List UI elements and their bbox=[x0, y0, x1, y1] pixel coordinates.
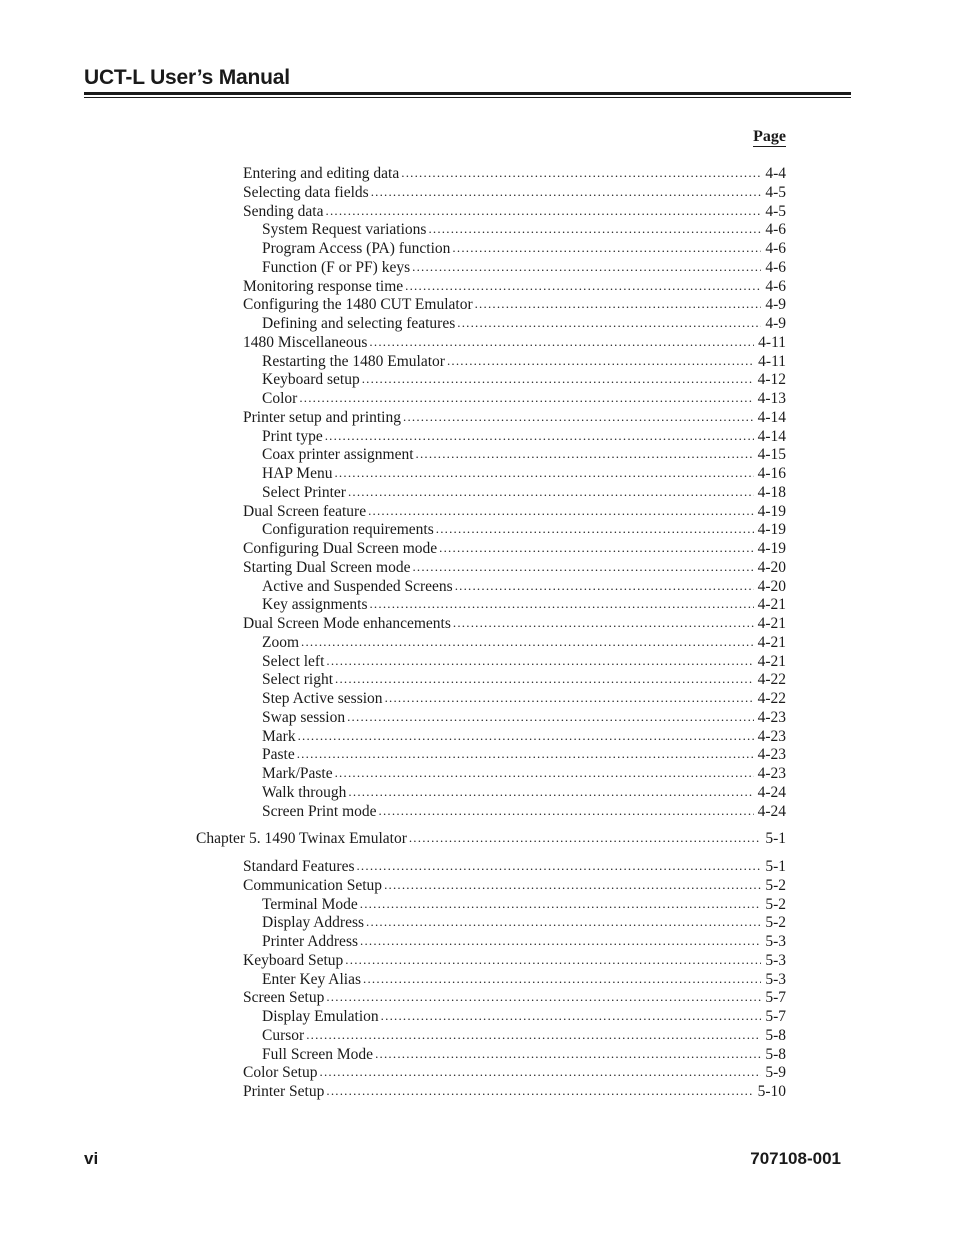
toc-dot-leader bbox=[385, 688, 754, 707]
toc-entry-label: HAP Menu bbox=[262, 465, 333, 482]
toc-entry-label: Defining and selecting features bbox=[262, 315, 456, 332]
toc-entry[interactable] bbox=[262, 483, 786, 502]
toc-entry[interactable] bbox=[243, 1063, 786, 1082]
toc-entry-label: Mark/Paste bbox=[262, 765, 333, 782]
toc-entry[interactable] bbox=[262, 464, 786, 483]
toc-entry-page: 5-3 bbox=[765, 970, 786, 988]
toc-dot-leader bbox=[375, 1044, 761, 1063]
toc-entry[interactable] bbox=[243, 333, 786, 352]
toc-dot-leader bbox=[401, 163, 761, 182]
toc-entry[interactable] bbox=[243, 408, 786, 427]
toc-entry[interactable] bbox=[243, 539, 786, 558]
toc-entry-label: Sending data bbox=[243, 202, 324, 220]
toc-entry[interactable] bbox=[262, 352, 786, 371]
toc-entry-page: 4-22 bbox=[757, 690, 786, 707]
toc-dot-leader bbox=[436, 519, 754, 538]
toc-entry[interactable] bbox=[262, 1007, 786, 1026]
toc-entry-label: Active and Suspended Screens bbox=[262, 577, 453, 595]
toc-dot-leader bbox=[347, 707, 753, 726]
toc-entry-page: 4-6 bbox=[765, 277, 786, 295]
toc-dot-leader bbox=[409, 828, 761, 847]
toc-entry-page: 4-6 bbox=[765, 240, 786, 257]
toc-entry-page: 4-11 bbox=[758, 333, 786, 351]
toc-entry[interactable] bbox=[262, 970, 786, 989]
toc-entry-page: 4-4 bbox=[765, 165, 786, 182]
toc-dot-leader bbox=[453, 613, 754, 632]
toc-dot-leader bbox=[412, 557, 753, 576]
toc-entry-label: Selecting data fields bbox=[243, 183, 369, 201]
toc-entry-page: 4-6 bbox=[765, 221, 786, 239]
toc-entry-label: Communication Setup bbox=[243, 876, 383, 894]
toc-entry-label: Configuring Dual Screen mode bbox=[243, 540, 438, 557]
toc-entry-page: 4-20 bbox=[757, 558, 786, 576]
toc-entry[interactable] bbox=[262, 932, 786, 951]
toc-dot-leader bbox=[298, 726, 754, 745]
toc-entry-label: Step Active session bbox=[262, 690, 383, 707]
toc-entry[interactable] bbox=[243, 558, 786, 577]
toc-entry-page: 4-6 bbox=[765, 258, 786, 276]
toc-entry-page: 4-5 bbox=[765, 183, 786, 201]
toc-entry-page: 4-15 bbox=[757, 446, 786, 464]
toc-entry[interactable] bbox=[262, 633, 786, 652]
toc-entry[interactable] bbox=[243, 277, 786, 296]
toc-entry-label: 1480 Miscellaneous bbox=[243, 333, 368, 351]
toc-entry-page: 5-2 bbox=[765, 914, 786, 932]
toc-entry-page: 5-7 bbox=[765, 1008, 786, 1025]
toc-dot-leader bbox=[384, 875, 761, 894]
toc-entry[interactable] bbox=[243, 1082, 786, 1101]
toc-entry[interactable] bbox=[262, 1045, 786, 1064]
toc-entry-label: Monitoring response time bbox=[243, 277, 404, 295]
toc-chapter-entry[interactable] bbox=[196, 829, 786, 848]
toc-entry-label: Display Emulation bbox=[262, 1008, 379, 1025]
toc-entry-label: Printer setup and printing bbox=[243, 408, 401, 426]
toc-entry-page: 5-9 bbox=[765, 1064, 786, 1082]
toc-dot-leader bbox=[428, 219, 761, 238]
toc-entry-page: 5-8 bbox=[765, 1026, 786, 1044]
toc-entry-label: Cursor bbox=[262, 1026, 305, 1044]
toc-entry-page: 4-9 bbox=[765, 315, 786, 332]
toc-entry-page: 5-1 bbox=[765, 858, 786, 875]
toc-entry-page: 4-16 bbox=[757, 465, 786, 482]
toc-entry-page: 5-8 bbox=[765, 1045, 786, 1063]
toc-dot-leader bbox=[369, 332, 754, 351]
toc-entry-label: Display Address bbox=[262, 914, 365, 932]
toc-entry-label: Color Setup bbox=[243, 1064, 318, 1082]
toc-dot-leader bbox=[439, 538, 753, 557]
footer-page-number: vi bbox=[84, 1149, 99, 1168]
toc-entry[interactable] bbox=[262, 1026, 786, 1045]
toc-entry[interactable] bbox=[262, 689, 786, 708]
toc-entry-label: Mark bbox=[262, 727, 296, 745]
toc-entry[interactable] bbox=[262, 727, 786, 746]
toc-dot-leader bbox=[334, 463, 753, 482]
toc-entry-page: 4-13 bbox=[757, 390, 786, 407]
page-column-heading bbox=[700, 128, 786, 146]
toc-entry-label: Function (F or PF) keys bbox=[262, 258, 411, 276]
toc-entry-label: Paste bbox=[262, 746, 295, 764]
manual-title: UCT-L User’s Manual bbox=[84, 66, 290, 89]
toc-entry-label: Full Screen Mode bbox=[262, 1045, 374, 1063]
toc-entry-page: 4-24 bbox=[757, 783, 786, 801]
toc-entry-label: Select Printer bbox=[262, 483, 346, 501]
toc-entry[interactable] bbox=[262, 708, 786, 727]
toc-entry[interactable] bbox=[262, 314, 786, 333]
toc-entry-label: Coax printer assignment bbox=[262, 446, 414, 464]
toc-entry-label: Print type bbox=[262, 427, 323, 445]
header-rule-thin bbox=[84, 97, 851, 98]
toc-entry[interactable] bbox=[262, 520, 786, 539]
toc-entry-label: Configuration requirements bbox=[262, 521, 434, 539]
toc-entry-page: 5-1 bbox=[765, 830, 786, 848]
toc-entry-label: Starting Dual Screen mode bbox=[243, 558, 411, 576]
toc-entry-label: Swap session bbox=[262, 708, 346, 726]
toc-dot-leader bbox=[455, 576, 754, 595]
toc-dot-leader bbox=[348, 782, 753, 801]
toc-entry-label: Color bbox=[262, 390, 298, 407]
toc-entry-page: 4-12 bbox=[757, 371, 786, 389]
toc-entry-page: 4-14 bbox=[757, 427, 786, 445]
footer-doc-number: 707108-001 bbox=[750, 1149, 841, 1168]
toc-entry-label: Standard Features bbox=[243, 858, 355, 875]
toc-entry-label: Keyboard setup bbox=[262, 371, 360, 389]
toc-dot-leader bbox=[452, 238, 761, 257]
toc-entry[interactable] bbox=[243, 164, 786, 183]
toc-entry-page: 5-2 bbox=[765, 876, 786, 894]
toc-entry[interactable] bbox=[262, 577, 786, 596]
toc-entry-label: Zoom bbox=[262, 633, 300, 651]
toc-entry[interactable] bbox=[262, 895, 786, 914]
toc-entry-label: Dual Screen feature bbox=[243, 502, 367, 520]
toc-entry[interactable] bbox=[262, 370, 786, 389]
toc-entry[interactable] bbox=[262, 764, 786, 783]
toc-entry-page: 4-23 bbox=[757, 765, 786, 782]
toc-entry-page: 4-21 bbox=[757, 652, 786, 670]
toc-dot-leader bbox=[348, 482, 754, 501]
toc-dot-leader bbox=[457, 313, 761, 332]
header-rule-thick bbox=[84, 92, 851, 95]
toc-entry[interactable] bbox=[243, 857, 786, 876]
toc-entry-page: 4-18 bbox=[757, 483, 786, 501]
toc-dot-leader bbox=[369, 594, 753, 613]
toc-entry-label: Restarting the 1480 Emulator bbox=[262, 352, 445, 370]
toc-dot-leader bbox=[326, 1081, 753, 1100]
toc-dot-leader bbox=[416, 444, 754, 463]
toc-dot-leader bbox=[320, 1062, 762, 1081]
toc-entry-page: 4-20 bbox=[757, 577, 786, 595]
toc-entry-label: Chapter 5. 1490 Twinax Emulator bbox=[196, 830, 407, 848]
toc-entry-page: 4-9 bbox=[765, 296, 786, 314]
toc-entry-label: Select right bbox=[262, 671, 334, 689]
toc-entry-label: Terminal Mode bbox=[262, 895, 358, 913]
toc-entry-page: 5-3 bbox=[765, 933, 786, 950]
toc-entry-page: 5-7 bbox=[765, 989, 786, 1007]
toc-dot-leader bbox=[447, 351, 754, 370]
toc-entry-page: 4-21 bbox=[757, 615, 786, 632]
toc-entry[interactable] bbox=[262, 389, 786, 408]
toc-entry[interactable] bbox=[262, 670, 786, 689]
toc-dot-leader bbox=[403, 407, 754, 426]
toc-dot-leader bbox=[335, 763, 754, 782]
toc-dot-leader bbox=[412, 257, 761, 276]
toc-entry-page: 4-19 bbox=[757, 521, 786, 539]
toc-entry-page: 4-19 bbox=[757, 540, 786, 557]
toc-entry[interactable] bbox=[262, 913, 786, 932]
toc-entry-label: Key assignments bbox=[262, 596, 368, 614]
toc-entry[interactable] bbox=[262, 595, 786, 614]
toc-dot-leader bbox=[363, 969, 761, 988]
toc-entry[interactable] bbox=[243, 614, 786, 633]
toc-entry-page: 5-3 bbox=[765, 951, 786, 969]
toc-entry[interactable] bbox=[243, 295, 786, 314]
toc-dot-leader bbox=[297, 744, 754, 763]
page-column-heading-text: Page bbox=[753, 128, 786, 145]
toc-entry[interactable] bbox=[243, 988, 786, 1007]
toc-entry-label: Printer Address bbox=[262, 933, 359, 950]
toc-entry[interactable] bbox=[262, 445, 786, 464]
toc-entry-label: Select left bbox=[262, 652, 325, 670]
toc-entry-label: Configuring the 1480 CUT Emulator bbox=[243, 296, 473, 314]
toc-entry-page: 4-14 bbox=[757, 408, 786, 426]
toc-dot-leader bbox=[405, 276, 761, 295]
toc-entry-page: 4-23 bbox=[757, 708, 786, 726]
toc-dot-leader bbox=[475, 294, 762, 313]
toc-entry-label: Program Access (PA) function bbox=[262, 240, 451, 257]
toc-entry[interactable] bbox=[262, 258, 786, 277]
toc-entry-page: 4-23 bbox=[757, 746, 786, 764]
toc-entry-page: 4-5 bbox=[765, 202, 786, 220]
toc-entry-label: Walk through bbox=[262, 783, 347, 801]
toc-entry[interactable] bbox=[262, 652, 786, 671]
toc-entry[interactable] bbox=[262, 239, 786, 258]
toc-entry-label: System Request variations bbox=[262, 221, 427, 239]
toc-entry-label: Enter Key Alias bbox=[262, 970, 362, 988]
toc-entry-label: Printer Setup bbox=[243, 1083, 325, 1100]
toc-entry-page: 4-23 bbox=[757, 727, 786, 745]
toc-dot-leader bbox=[381, 1006, 762, 1025]
toc-dot-leader bbox=[360, 931, 761, 950]
toc-entry-page: 5-2 bbox=[765, 895, 786, 913]
toc-entry[interactable] bbox=[243, 202, 786, 221]
toc-dot-leader bbox=[325, 426, 754, 445]
toc-entry-page: 4-11 bbox=[758, 352, 786, 370]
toc-dot-leader bbox=[326, 201, 762, 220]
toc-dot-leader bbox=[299, 388, 753, 407]
toc-dot-leader bbox=[366, 912, 761, 931]
toc-dot-leader bbox=[335, 669, 754, 688]
toc-entry-page: 4-19 bbox=[757, 502, 786, 520]
toc-entry[interactable] bbox=[243, 876, 786, 895]
toc-dot-leader bbox=[362, 369, 754, 388]
toc-dot-leader bbox=[345, 950, 761, 969]
toc-dot-leader bbox=[379, 801, 754, 820]
toc-dot-leader bbox=[306, 1025, 761, 1044]
toc-dot-leader bbox=[356, 856, 761, 875]
toc-entry-label: Keyboard Setup bbox=[243, 951, 344, 969]
toc-dot-leader bbox=[360, 894, 762, 913]
toc-entry[interactable] bbox=[262, 220, 786, 239]
toc-entry[interactable] bbox=[262, 783, 786, 802]
toc-dot-leader bbox=[326, 987, 761, 1006]
toc-dot-leader bbox=[326, 651, 753, 670]
toc-dot-leader bbox=[301, 632, 754, 651]
toc-entry-page: 4-24 bbox=[757, 802, 786, 820]
toc-entry[interactable] bbox=[243, 502, 786, 521]
toc-entry-label: Entering and editing data bbox=[243, 165, 400, 182]
toc-entry-page: 4-21 bbox=[757, 596, 786, 614]
toc-dot-leader bbox=[368, 501, 754, 520]
toc-entry[interactable] bbox=[262, 745, 786, 764]
toc-entry-page: 5-10 bbox=[757, 1083, 786, 1100]
toc-dot-leader bbox=[371, 182, 762, 201]
toc-entry[interactable] bbox=[262, 427, 786, 446]
toc-entry[interactable] bbox=[243, 183, 786, 202]
toc-entry-label: Dual Screen Mode enhancements bbox=[243, 615, 451, 632]
toc-entry-page: 4-21 bbox=[757, 633, 786, 651]
toc-entry-label: Screen Print mode bbox=[262, 802, 377, 820]
toc-entry[interactable] bbox=[243, 951, 786, 970]
toc-entry-label: Screen Setup bbox=[243, 989, 325, 1007]
toc-entry[interactable] bbox=[262, 802, 786, 821]
toc-entry-page: 4-22 bbox=[757, 671, 786, 689]
